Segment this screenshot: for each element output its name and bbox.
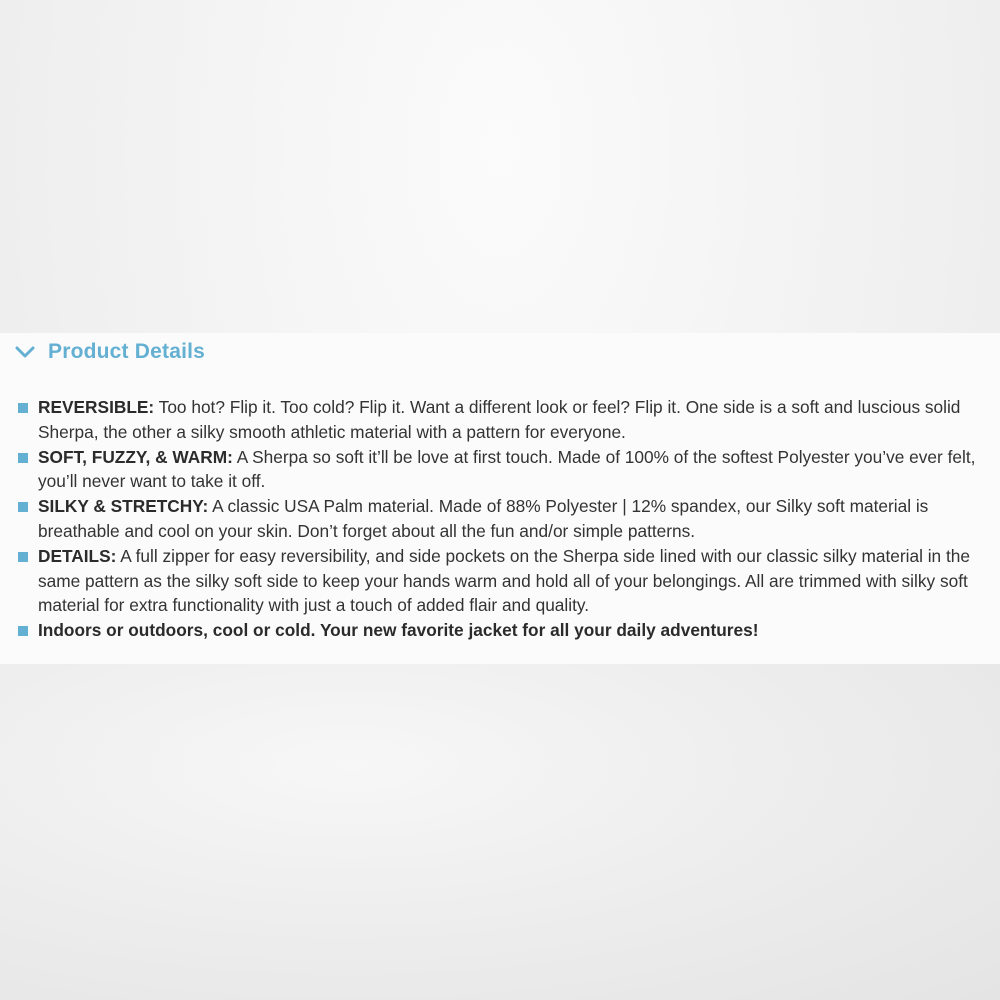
square-bullet-icon: [18, 403, 28, 413]
list-item: [18, 618, 990, 643]
item-text: A Sherpa so soft it’ll be love at first touch. Made of 100% of the softest Polyester you’ve ever felt, you’ll never want to take it off.: [38, 446, 976, 492]
list-item: [18, 494, 990, 544]
chevron-down-icon: [14, 341, 36, 363]
square-bullet-icon: [18, 502, 28, 512]
square-bullet-icon: [18, 626, 28, 636]
item-label: REVERSIBLE:: [38, 397, 155, 417]
background-lower: [0, 664, 1000, 1000]
item-text: Too hot? Flip it. Too cold? Flip it. Want a different look or feel? Flip it. One side is a soft and luscious solid Sherpa, the other a silky smooth athletic material with a pattern for everyone.: [38, 397, 961, 442]
list-item: [18, 445, 990, 495]
item-text: A classic USA Palm material. Made of 88% Polyester | 12% spandex, our Silky soft material is breathable and cool on your skin. Don’t forget about all the fun and/or simple patterns.: [38, 496, 929, 541]
section-title: Product Details: [48, 340, 206, 363]
square-bullet-icon: [18, 453, 28, 463]
item-label: SILKY & STRETCHY:: [38, 496, 209, 517]
product-details-toggle[interactable]: [14, 339, 205, 365]
item-label: SOFT, FUZZY, & WARM:: [38, 446, 233, 467]
details-list: [18, 395, 990, 643]
item-text: A full zipper for easy reversibility, and side pockets on the Sherpa side lined with our classic silky material in the same pattern as the silky soft side to keep your hands warm and hold all of your belongings. All are trimmed with silky soft material for extra functionality with just a touch of added flair and quality.: [38, 545, 970, 616]
square-bullet-icon: [18, 552, 28, 562]
list-item: [18, 395, 990, 445]
closing-line: Indoors or outdoors, cool or cold. Your new favorite jacket for all your daily adventures!: [38, 620, 759, 641]
list-item: [18, 544, 990, 618]
product-details-panel: [0, 333, 1000, 664]
item-label: DETAILS:: [38, 545, 117, 566]
